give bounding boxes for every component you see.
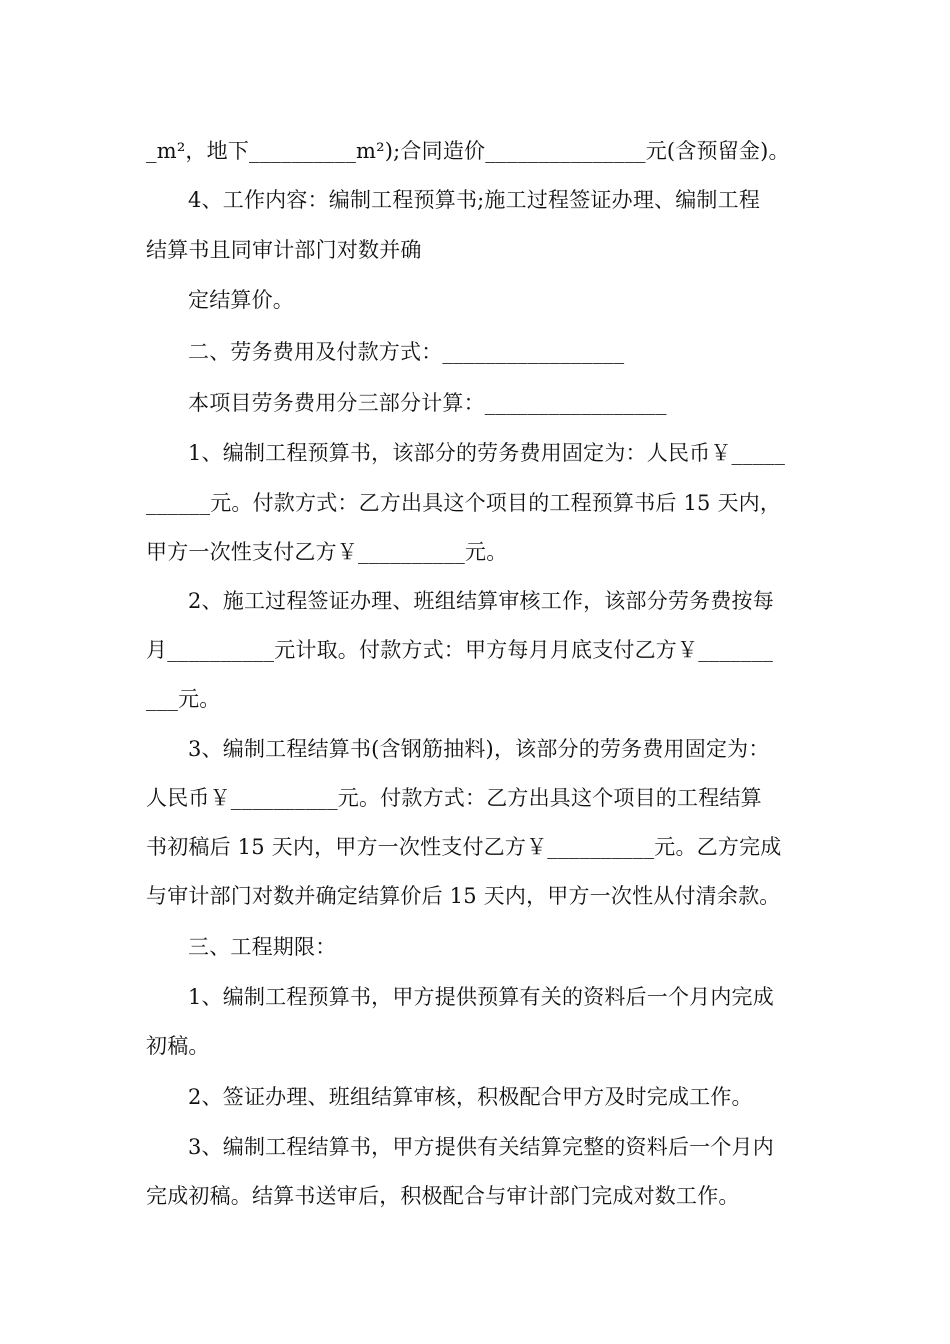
line-fee-item-3c: 书初稿后 15 天内，甲方一次性支付乙方￥__________元。乙方完成 [146, 835, 782, 859]
line-work-content-1: 4、工作内容：编制工程预算书;施工过程签证办理、编制工程 [188, 188, 761, 212]
line-fee-item-3b: 人民币￥__________元。付款方式：乙方出具这个项目的工程结算 [146, 786, 762, 810]
line-fee-parts: 本项目劳务费用分三部分计算：_________________ [188, 391, 667, 415]
line-schedule-item-1b: 初稿。 [146, 1034, 210, 1058]
line-schedule-item-1a: 1、编制工程预算书，甲方提供预算有关的资料后一个月内完成 [188, 985, 774, 1009]
line-fee-item-1a: 1、编制工程预算书，该部分的劳务费用固定为：人民币￥_____ [188, 441, 786, 465]
line-fee-item-3a: 3、编制工程结算书(含钢筋抽料)，该部分的劳务费用固定为： [188, 737, 770, 761]
section-heading-schedule: 三、工程期限： [188, 935, 337, 959]
line-schedule-item-2: 2、签证办理、班组结算审核，积极配合甲方及时完成工作。 [188, 1085, 753, 1109]
line-schedule-item-3a: 3、编制工程结算书，甲方提供有关结算完整的资料后一个月内 [188, 1135, 774, 1159]
line-area-and-contract-price: _m²，地下__________m²);合同造价_______________元(含预留金)。 [146, 139, 790, 163]
line-schedule-item-3b: 完成初稿。结算书送审后，积极配合与审计部门完成对数工作。 [146, 1184, 740, 1208]
line-fee-item-2c: ___元。 [146, 687, 221, 711]
line-fee-item-1c: 甲方一次性支付乙方￥__________元。 [146, 540, 508, 564]
line-fee-item-1b: ______元。付款方式：乙方出具这个项目的工程预算书后 15 天内， [146, 491, 782, 515]
line-work-content-2: 结算书且同审计部门对数并确 [146, 238, 422, 262]
line-fee-item-2b: 月__________元计取。付款方式：甲方每月月底支付乙方￥_______ [146, 638, 774, 662]
line-fee-item-3d: 与审计部门对数并确定结算价后 15 天内，甲方一次性从付清余款。 [146, 884, 781, 908]
line-work-content-3: 定结算价。 [188, 288, 294, 312]
line-fee-item-2a: 2、施工过程签证办理、班组结算审核工作，该部分劳务费按每 [188, 589, 774, 613]
section-heading-fees: 二、劳务费用及付款方式：_________________ [188, 340, 625, 364]
